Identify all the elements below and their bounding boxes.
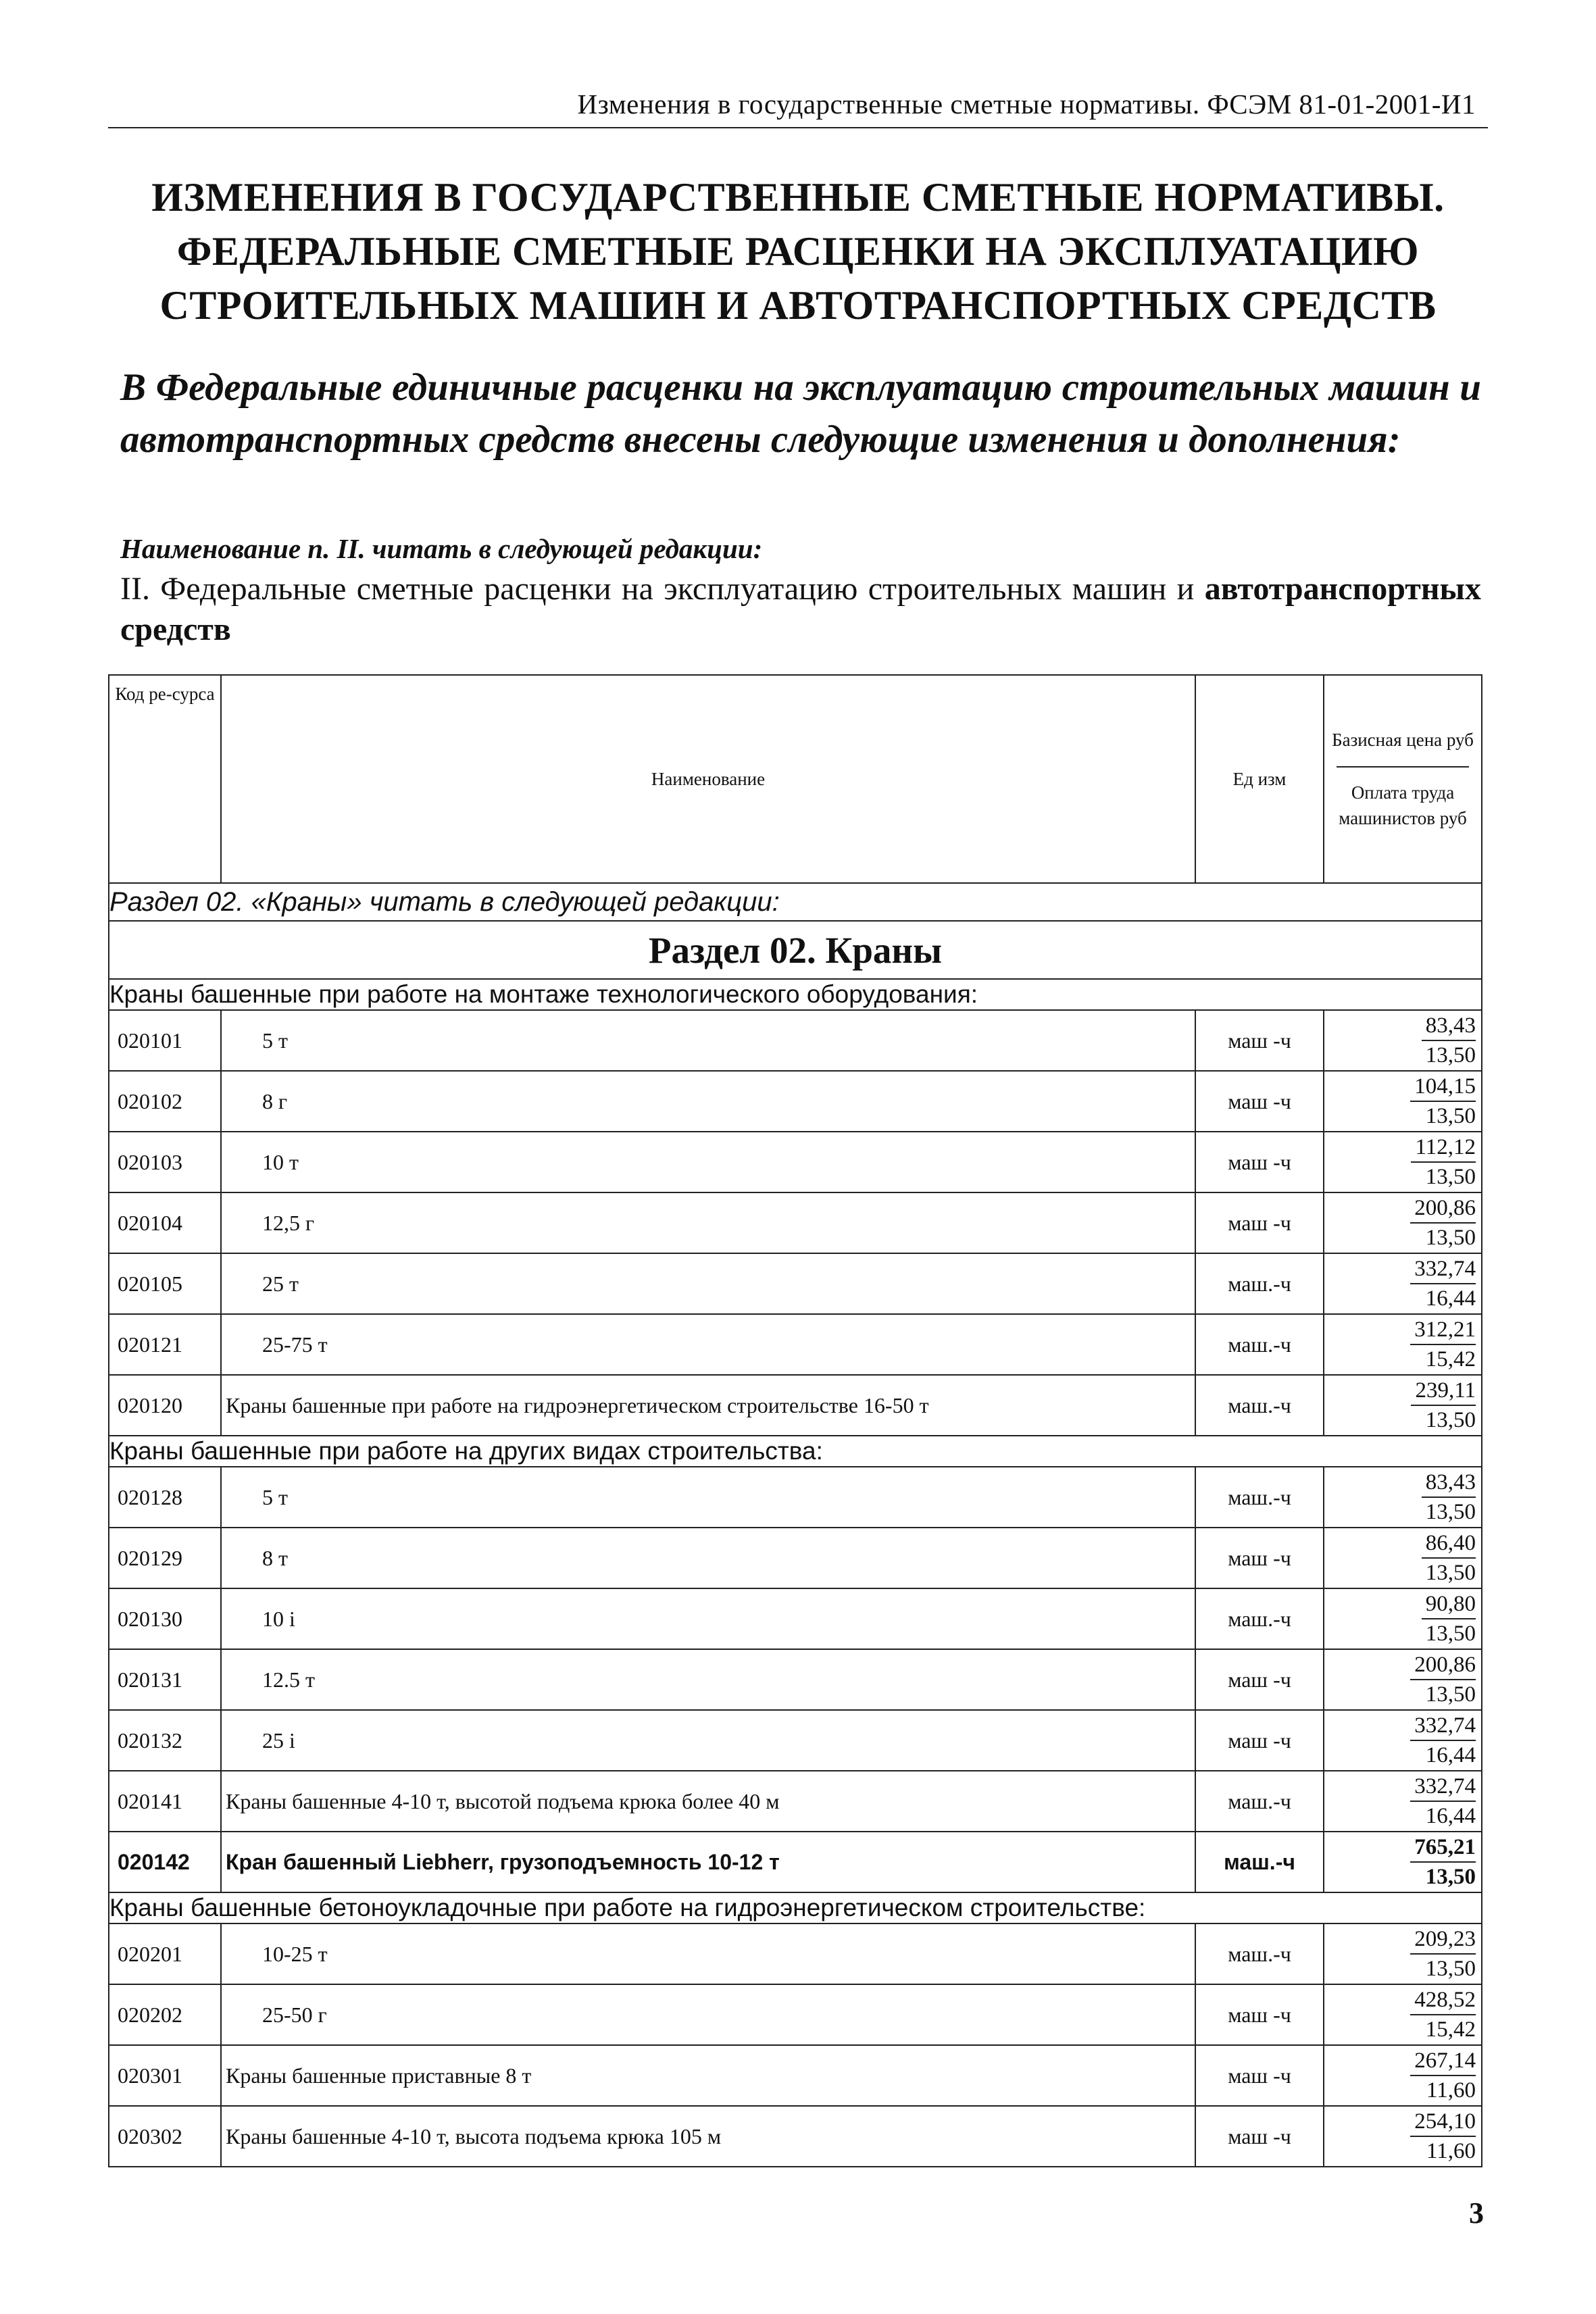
resource-name: 5 т — [221, 1467, 1195, 1528]
header-price-divider — [1337, 766, 1469, 768]
price-cell — [1324, 1710, 1482, 1771]
table-row — [109, 1771, 1482, 1832]
running-header — [108, 80, 1488, 128]
table-row — [109, 1253, 1482, 1314]
labor-cost: 13,50 — [1425, 1621, 1476, 1646]
resource-name: 25 т — [221, 1253, 1195, 1314]
unit-of-measure: маш -ч — [1195, 1528, 1324, 1588]
labor-cost: 16,44 — [1425, 1743, 1476, 1767]
base-price: 200,86 — [1410, 1651, 1476, 1680]
labor-cost: 16,44 — [1425, 1286, 1476, 1311]
header-price-labor: Оплата труда машинистов руб — [1339, 782, 1467, 828]
group-label: Краны башенные при работе на монтаже технологического оборудования: — [109, 979, 1482, 1010]
base-price: 765,21 — [1410, 1833, 1476, 1863]
table-header-row — [109, 675, 1482, 883]
unit-of-measure: маш -ч — [1195, 1132, 1324, 1192]
resource-code: 020132 — [109, 1710, 221, 1771]
base-price: 332,74 — [1410, 1255, 1476, 1284]
labor-cost: 13,50 — [1425, 1865, 1476, 1889]
price-cell — [1324, 2045, 1482, 2106]
resource-code: 020201 — [109, 1923, 221, 1984]
resource-name: Кран башенный Liebherr, грузоподъемность 10-12 т — [221, 1832, 1195, 1892]
amendment-text-bold: автотранспортных средств — [120, 571, 1481, 647]
base-price: 83,43 — [1422, 1468, 1476, 1498]
resource-name: 25 і — [221, 1710, 1195, 1771]
labor-cost: 13,50 — [1425, 1165, 1476, 1189]
table-row — [109, 1832, 1482, 1892]
header-price — [1324, 675, 1482, 883]
labor-cost: 13,50 — [1425, 1043, 1476, 1067]
unit-of-measure: маш.-ч — [1195, 1588, 1324, 1649]
labor-cost: 13,50 — [1425, 1561, 1476, 1585]
table-row — [109, 1071, 1482, 1132]
price-cell — [1324, 1771, 1482, 1832]
price-cell — [1324, 1923, 1482, 1984]
resource-name: Краны башенные 4-10 т, высотой подъема крюка более 40 м — [221, 1771, 1195, 1832]
table-row — [109, 1314, 1482, 1375]
resource-name: 12,5 г — [221, 1192, 1195, 1253]
resource-code: 020121 — [109, 1314, 221, 1375]
resource-name: 5 т — [221, 1010, 1195, 1071]
resource-name: 8 т — [221, 1528, 1195, 1588]
unit-of-measure: маш.-ч — [1195, 1771, 1324, 1832]
price-cell — [1324, 1467, 1482, 1528]
base-price: 239,11 — [1411, 1376, 1476, 1406]
resource-code: 020103 — [109, 1132, 221, 1192]
resource-code: 020105 — [109, 1253, 221, 1314]
price-cell — [1324, 1588, 1482, 1649]
price-cell — [1324, 1832, 1482, 1892]
labor-cost: 16,44 — [1425, 1804, 1476, 1828]
price-cell — [1324, 1375, 1482, 1436]
table-row — [109, 1588, 1482, 1649]
resource-name: 8 г — [221, 1071, 1195, 1132]
unit-of-measure: маш -ч — [1195, 1710, 1324, 1771]
resource-code: 020120 — [109, 1375, 221, 1436]
base-price: 312,21 — [1410, 1315, 1476, 1345]
amendment-text — [120, 569, 1481, 650]
unit-of-measure: маш -ч — [1195, 1071, 1324, 1132]
title-line: ИЗМЕНЕНИЯ В ГОСУДАРСТВЕННЫЕ СМЕТНЫЕ НОРМАТИВЫ. — [151, 175, 1445, 220]
resource-name: 12.5 т — [221, 1649, 1195, 1710]
unit-of-measure: маш -ч — [1195, 2045, 1324, 2106]
amendment-text-regular: II. Федеральные сметные расценки на эксплуатацию строительных машин и — [120, 571, 1205, 607]
table-row — [109, 1192, 1482, 1253]
unit-of-measure: маш -ч — [1195, 1984, 1324, 2045]
table-row — [109, 2106, 1482, 2167]
resource-code: 020141 — [109, 1771, 221, 1832]
price-cell — [1324, 1649, 1482, 1710]
price-cell — [1324, 1253, 1482, 1314]
base-price: 112,12 — [1411, 1133, 1476, 1163]
group-row — [109, 979, 1482, 1010]
resource-code: 020101 — [109, 1010, 221, 1071]
table-row — [109, 1467, 1482, 1528]
header-code: Код ре-сурса — [109, 675, 221, 883]
unit-of-measure: маш.-ч — [1195, 1375, 1324, 1436]
price-cell — [1324, 1071, 1482, 1132]
resource-code: 020131 — [109, 1649, 221, 1710]
base-price: 254,10 — [1410, 2107, 1476, 2137]
unit-of-measure: маш -ч — [1195, 1010, 1324, 1071]
labor-cost: 13,50 — [1425, 1408, 1476, 1432]
labor-cost: 15,42 — [1425, 1347, 1476, 1372]
header-price-base: Базисная цена руб — [1332, 730, 1474, 750]
resource-name: Краны башенные 4-10 т, высота подъема крюка 105 м — [221, 2106, 1195, 2167]
price-cell — [1324, 1528, 1482, 1588]
price-cell — [1324, 1192, 1482, 1253]
base-price: 209,23 — [1410, 1925, 1476, 1955]
table-row — [109, 1010, 1482, 1071]
labor-cost: 15,42 — [1425, 2017, 1476, 2042]
table-row — [109, 1528, 1482, 1588]
header-name: Наименование — [221, 675, 1195, 883]
base-price: 104,15 — [1410, 1072, 1476, 1102]
resource-code: 020302 — [109, 2106, 221, 2167]
resource-name: 25-50 г — [221, 1984, 1195, 2045]
resource-name: 25-75 т — [221, 1314, 1195, 1375]
labor-cost: 11,60 — [1426, 2078, 1476, 2103]
table-row — [109, 1984, 1482, 2045]
price-cell — [1324, 1314, 1482, 1375]
section-title-row — [109, 921, 1482, 979]
resource-name: 10 і — [221, 1588, 1195, 1649]
base-price: 90,80 — [1422, 1590, 1476, 1619]
price-cell — [1324, 2106, 1482, 2167]
table-row — [109, 1710, 1482, 1771]
running-header-text: Изменения в государственные сметные нормативы. ФСЭМ 81-01-2001-И1 — [577, 89, 1476, 120]
unit-of-measure: маш.-ч — [1195, 1467, 1324, 1528]
labor-cost: 13,50 — [1425, 1682, 1476, 1707]
group-row — [109, 1892, 1482, 1923]
unit-of-measure: маш.-ч — [1195, 1832, 1324, 1892]
page-number: 3 — [1469, 2196, 1484, 2230]
base-price: 332,74 — [1410, 1772, 1476, 1802]
section-note-row — [109, 883, 1482, 921]
unit-of-measure: маш.-ч — [1195, 1253, 1324, 1314]
unit-of-measure: маш.-ч — [1195, 1314, 1324, 1375]
group-row — [109, 1436, 1482, 1467]
base-price: 332,74 — [1410, 1711, 1476, 1741]
labor-cost: 11,60 — [1426, 2139, 1476, 2163]
unit-of-measure: маш -ч — [1195, 2106, 1324, 2167]
table-row — [109, 2045, 1482, 2106]
resource-code: 020128 — [109, 1467, 221, 1528]
resource-name: 10 т — [221, 1132, 1195, 1192]
table-row — [109, 1923, 1482, 1984]
amendment-label: Наименование п. II. читать в следующей редакции: — [120, 533, 763, 564]
labor-cost: 13,50 — [1425, 1500, 1476, 1524]
table-row — [109, 1375, 1482, 1436]
base-price: 267,14 — [1410, 2046, 1476, 2076]
title-line: ФЕДЕРАЛЬНЫЕ СМЕТНЫЕ РАСЦЕНКИ НА ЭКСПЛУАТАЦИЮ — [176, 229, 1420, 274]
price-cell — [1324, 1984, 1482, 2045]
resource-name: Краны башенные при работе на гидроэнергетическом строительстве 16-50 т — [221, 1375, 1195, 1436]
resource-name: 10-25 т — [221, 1923, 1195, 1984]
labor-cost: 13,50 — [1425, 1104, 1476, 1128]
base-price: 428,52 — [1410, 1986, 1476, 2015]
price-cell — [1324, 1010, 1482, 1071]
group-label: Краны башенные бетоноукладочные при работе на гидроэнергетическом строительстве: — [109, 1892, 1482, 1923]
labor-cost: 13,50 — [1425, 1226, 1476, 1250]
resource-code: 020301 — [109, 2045, 221, 2106]
section-title: Раздел 02. Краны — [109, 921, 1482, 979]
unit-of-measure: маш.-ч — [1195, 1923, 1324, 1984]
resource-code: 020202 — [109, 1984, 221, 2045]
unit-of-measure: маш -ч — [1195, 1192, 1324, 1253]
labor-cost: 13,50 — [1425, 1957, 1476, 1981]
title-line: СТРОИТЕЛЬНЫХ МАШИН И АВТОТРАНСПОРТНЫХ СРЕДСТВ — [159, 283, 1437, 328]
header-unit: Ед изм — [1195, 675, 1324, 883]
resource-name: Краны башенные приставные 8 т — [221, 2045, 1195, 2106]
intro-paragraph: В Федеральные единичные расценки на эксплуатацию строительных машин и автотранспортных средств внесены следующие изменения и дополнения: — [120, 366, 1481, 461]
price-cell — [1324, 1132, 1482, 1192]
base-price: 83,43 — [1422, 1011, 1476, 1041]
base-price: 200,86 — [1410, 1194, 1476, 1224]
resource-code: 020104 — [109, 1192, 221, 1253]
unit-of-measure: маш -ч — [1195, 1649, 1324, 1710]
group-label: Краны башенные при работе на других видах строительства: — [109, 1436, 1482, 1467]
section-note: Раздел 02. «Краны» читать в следующей редакции: — [109, 883, 1482, 921]
table-row — [109, 1132, 1482, 1192]
rates-table — [108, 674, 1482, 2167]
document-title — [108, 170, 1488, 332]
resource-code: 020102 — [109, 1071, 221, 1132]
resource-code: 020142 — [109, 1832, 221, 1892]
resource-code: 020130 — [109, 1588, 221, 1649]
base-price: 86,40 — [1422, 1529, 1476, 1559]
table-row — [109, 1649, 1482, 1710]
resource-code: 020129 — [109, 1528, 221, 1588]
